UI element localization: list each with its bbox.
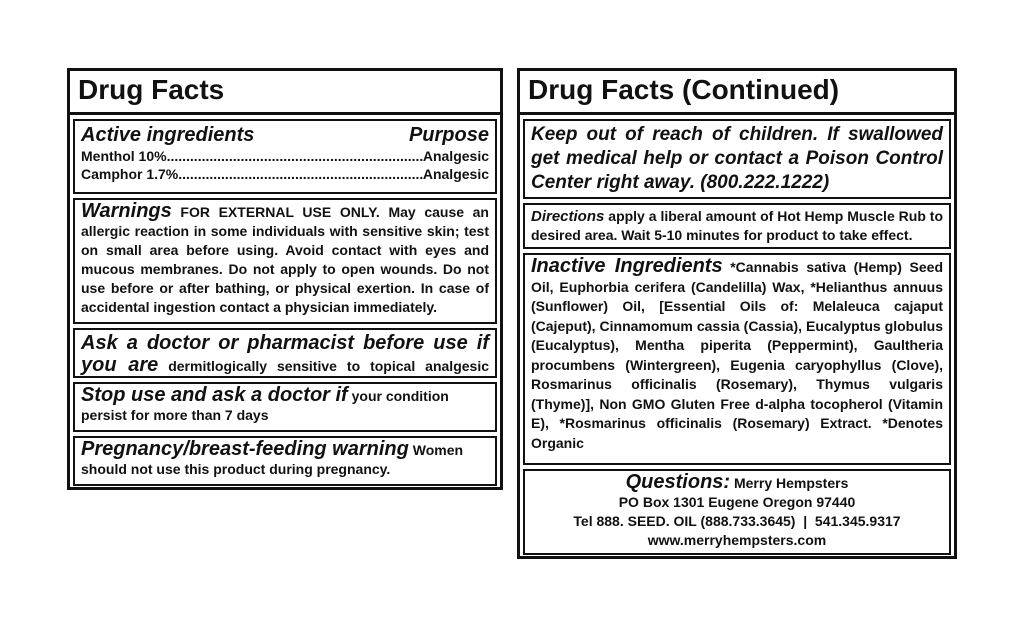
stop-use-section xyxy=(73,382,497,432)
drug-facts-continued-panel xyxy=(517,68,957,559)
warnings-text: FOR EXTERNAL USE ONLY. May cause an allergic reaction in some individuals with sensitive skin; test on small area before using. Avoid contact with eyes and mucous membranes. Do not apply to open wounds. Do not use before or after bathing, or physical exertion. In case of accidental ingestion contact a physician immediately. xyxy=(81,204,489,315)
ingredient-purpose: Analgesic xyxy=(422,148,489,164)
inactive-heading: Inactive Ingredients xyxy=(531,255,723,277)
ask-doctor-text: dermitlogically sensitive to topical analgesic xyxy=(168,358,489,374)
warnings-section xyxy=(73,198,497,324)
ingredient-name: Camphor 1.7% xyxy=(81,166,179,182)
keep-out-section: Keep out of reach of children. If swallowed get medical help or contact a Poison Control Center right away. (800.222.1222) xyxy=(523,119,951,199)
phone-text: Tel 888. SEED. OIL (888.733.3645) | 541.345.9317 xyxy=(573,513,901,529)
panel-title: Drug Facts xyxy=(70,71,500,115)
pregnancy-section xyxy=(73,436,497,486)
directions-heading: Directions xyxy=(531,208,605,225)
pregnancy-heading: Pregnancy/breast-feeding warning xyxy=(81,438,409,460)
purpose-heading: Purpose xyxy=(408,124,489,146)
active-ingredients-section xyxy=(73,119,497,194)
drug-facts-panel xyxy=(67,68,503,490)
website-link[interactable]: www.merryhempsters.com xyxy=(647,532,827,548)
panel-title: Drug Facts (Continued) xyxy=(520,71,954,115)
ingredient-purpose: Analgesic xyxy=(422,166,489,182)
address-text: PO Box 1301 Eugene Oregon 97440 xyxy=(618,494,856,510)
directions-section xyxy=(523,203,951,249)
pregnancy-text: Women should not use this product during pregnancy. xyxy=(81,442,464,477)
active-ingredients-heading: Active ingredients xyxy=(81,124,255,146)
warnings-heading: Warnings xyxy=(81,200,172,222)
company-name: Merry Hempsters xyxy=(733,475,849,491)
directions-text: apply a liberal amount of Hot Hemp Muscle Rub to desired area. Wait 5-10 minutes for product to take effect. xyxy=(531,208,943,243)
ingredient-name: Menthol 10% xyxy=(81,148,167,164)
ask-doctor-section xyxy=(73,328,497,378)
ask-doctor-heading: Ask a doctor or pharmacist before use if you are xyxy=(81,332,489,376)
ingredient-row xyxy=(81,165,489,183)
ingredient-row xyxy=(81,147,489,165)
questions-section xyxy=(523,469,951,555)
inactive-ingredients-section xyxy=(523,253,951,465)
stop-use-heading: Stop use and ask a doctor if xyxy=(81,384,348,406)
questions-heading: Questions: xyxy=(625,471,731,493)
stop-use-text: your condition persist for more than 7 days xyxy=(81,388,449,423)
inactive-text: *Cannabis sativa (Hemp) Seed Oil, Euphorbia cerifera (Candelilla) Wax, *Helianthus annuus (Sunflower) Oil, [Essential Oils of: Melaleuca cajaput (Cajeput), Cinnamomum cassia (Cassia), Eucalyptus globulus (Eucalyptus), Mentha piperita (Peppermint), Gaultheria procumbens (Wintergreen), Eugenia caryophyllus (Clove), Rosmarinus officinalis (Rosemary), Thymus vulgaris (Thyme)], Non GMO Gluten Free d-alpha tocopherol (Vitamin E), *Rosmarinus officinalis (Rosemary) Extract. *Denotes Organic xyxy=(531,259,943,451)
